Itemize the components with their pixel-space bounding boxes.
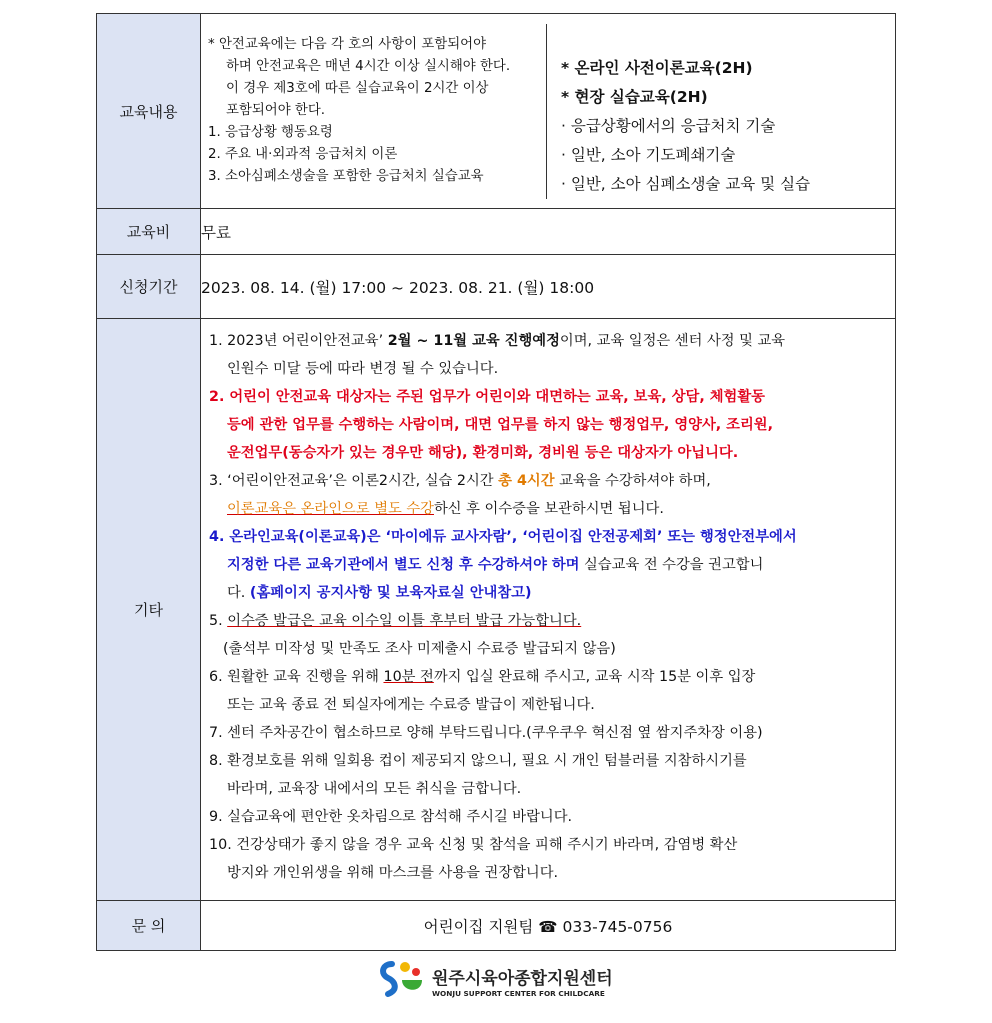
period-value: 2023. 08. 14. (월) 17:00 ~ 2023. 08. 21. (월) 18:00 xyxy=(201,255,896,319)
etc-label: 기타 xyxy=(97,319,201,901)
note-5 xyxy=(209,607,885,635)
legal-line: 1. 응급상황 행동요령 xyxy=(208,124,333,140)
note-4-cont xyxy=(209,579,885,607)
info-table xyxy=(96,13,896,951)
note-text: 6. 원활한 교육 진행을 위해 xyxy=(209,669,384,685)
note-text: 5. xyxy=(209,613,228,629)
note-underline: 이론교육은 온라인으로 별도 수강 xyxy=(227,501,434,517)
edu-content-label: 교육내용 xyxy=(97,14,201,209)
note-2-cont: 등에 관한 업무를 수행하는 사람이며, 대면 업무를 하지 않는 행정업무, 영양사, 조리원, xyxy=(227,417,774,433)
note-text: 1. 2023년 어린이안전교육’ xyxy=(209,333,388,349)
contact-label: 문 의 xyxy=(97,901,201,951)
fee-value: 무료 xyxy=(201,209,896,255)
legal-line: 이 경우 제3호에 따른 실습교육이 2시간 이상 xyxy=(226,80,489,96)
note-emphasis: (홈페이지 공지사항 및 보육자료실 안내참고) xyxy=(249,585,532,601)
note-5-cont: (출석부 미작성 및 만족도 조사 미제출시 수료증 발급되지 않음) xyxy=(223,641,616,657)
edu-content-program xyxy=(547,24,895,199)
contact-value: 어린이집 지원팀 ☎ 033-745-0756 xyxy=(201,901,896,951)
note-text: 3. ‘어린이안전교육’은 이론2시간, 실습 2시간 xyxy=(209,473,499,489)
note-6 xyxy=(209,663,885,691)
edu-content-cell xyxy=(201,14,896,209)
note-text: 교육을 수강하셔야 하며, xyxy=(554,473,711,489)
note-3 xyxy=(209,467,885,495)
row-edu-content xyxy=(97,14,896,209)
note-8-cont: 바라며, 교육장 내에서의 모든 취식을 금합니다. xyxy=(227,781,522,797)
edu-content-legal xyxy=(201,24,547,199)
note-10-cont: 방지와 개인위생을 위해 마스크를 사용을 권장합니다. xyxy=(227,865,559,881)
fee-label: 교육비 xyxy=(97,209,201,255)
note-7: 7. 센터 주차공간이 협소하므로 양해 부탁드립니다.(쿠우쿠우 혁신점 옆 쌈지주차장 이용) xyxy=(209,725,763,741)
org-logo xyxy=(378,958,628,1004)
note-4: 4. 온라인교육(이론교육)은 ‘마이에듀 교사자람’, ‘어린이집 안전공제회’ 또는 행정안전부에서 xyxy=(209,529,797,545)
row-period xyxy=(97,255,896,319)
program-line: · 응급상황에서의 응급처치 기술 xyxy=(561,116,776,135)
program-line: * 현장 실습교육(2H) xyxy=(561,87,708,106)
row-fee xyxy=(97,209,896,255)
program-line: · 일반, 소아 심폐소생술 교육 및 실습 xyxy=(561,174,811,193)
note-6-cont: 또는 교육 종료 전 퇴실자에게는 수료증 발급이 제한됩니다. xyxy=(227,697,595,713)
etc-cell xyxy=(201,319,896,901)
legal-line: 포함되어야 한다. xyxy=(226,102,326,118)
legal-line: 2. 주요 내·외과적 응급처치 이론 xyxy=(208,146,398,162)
note-emphasis: 총 4시간 xyxy=(498,473,555,489)
note-text: 다. xyxy=(227,585,250,601)
note-text: 이며, 교육 일정은 센터 사정 및 교육 xyxy=(559,333,786,349)
row-contact xyxy=(97,901,896,951)
note-9: 9. 실습교육에 편안한 옷차림으로 참석해 주시길 바랍니다. xyxy=(209,809,573,825)
note-text: 까지 입실 완료해 주시고, 교육 시작 15분 이후 입장 xyxy=(433,669,756,685)
row-etc xyxy=(97,319,896,901)
org-name-en: WONJU SUPPORT CENTER FOR CHILDCARE xyxy=(432,989,605,998)
legal-line: 하며 안전교육은 매년 4시간 이상 실시해야 한다. xyxy=(226,58,511,74)
note-4-cont xyxy=(209,551,885,579)
note-2-cont: 운전업무(동승자가 있는 경우만 해당), 환경미화, 경비원 등은 대상자가 아닙니다. xyxy=(227,445,739,461)
note-text: 하신 후 이수증을 보관하시면 됩니다. xyxy=(433,501,664,517)
note-underline: 이수증 발급은 교육 이수일 이틀 후부터 발급 가능합니다. xyxy=(227,613,582,629)
note-1 xyxy=(209,327,885,355)
note-8: 8. 환경보호를 위해 일회용 컵이 제공되지 않으니, 필요 시 개인 텀블러를 지참하시기를 xyxy=(209,753,747,769)
note-underline: 10분 전 xyxy=(383,669,434,685)
program-line: * 온라인 사전이론교육(2H) xyxy=(561,58,753,77)
note-3-cont xyxy=(209,495,885,523)
legal-line: 3. 소아심폐소생술을 포함한 응급처치 실습교육 xyxy=(208,168,484,184)
childcare-center-logo-icon xyxy=(378,958,428,1004)
legal-line: * 안전교육에는 다음 각 호의 사항이 포함되어야 xyxy=(208,36,487,52)
note-2: 2. 어린이 안전교육 대상자는 주된 업무가 어린이와 대면하는 교육, 보육, 상담, 체험활동 xyxy=(209,389,765,405)
period-label: 신청기간 xyxy=(97,255,201,319)
note-text: 실습교육 전 수강을 권고합니 xyxy=(579,557,764,573)
note-1-cont: 인원수 미달 등에 따라 변경 될 수 있습니다. xyxy=(227,361,499,377)
note-10: 10. 건강상태가 좋지 않을 경우 교육 신청 및 참석을 피해 주시기 바라며, 감염병 확산 xyxy=(209,837,738,853)
program-line: · 일반, 소아 기도폐쇄기술 xyxy=(561,145,736,164)
note-emphasis: 2월 ~ 11월 교육 진행예정 xyxy=(387,333,560,349)
org-name-kr: 원주시육아종합지원센터 xyxy=(432,969,613,989)
etc-notes xyxy=(201,319,895,887)
note-emphasis: 지정한 다른 교육기관에서 별도 신청 후 수강하셔야 하며 xyxy=(227,557,580,573)
